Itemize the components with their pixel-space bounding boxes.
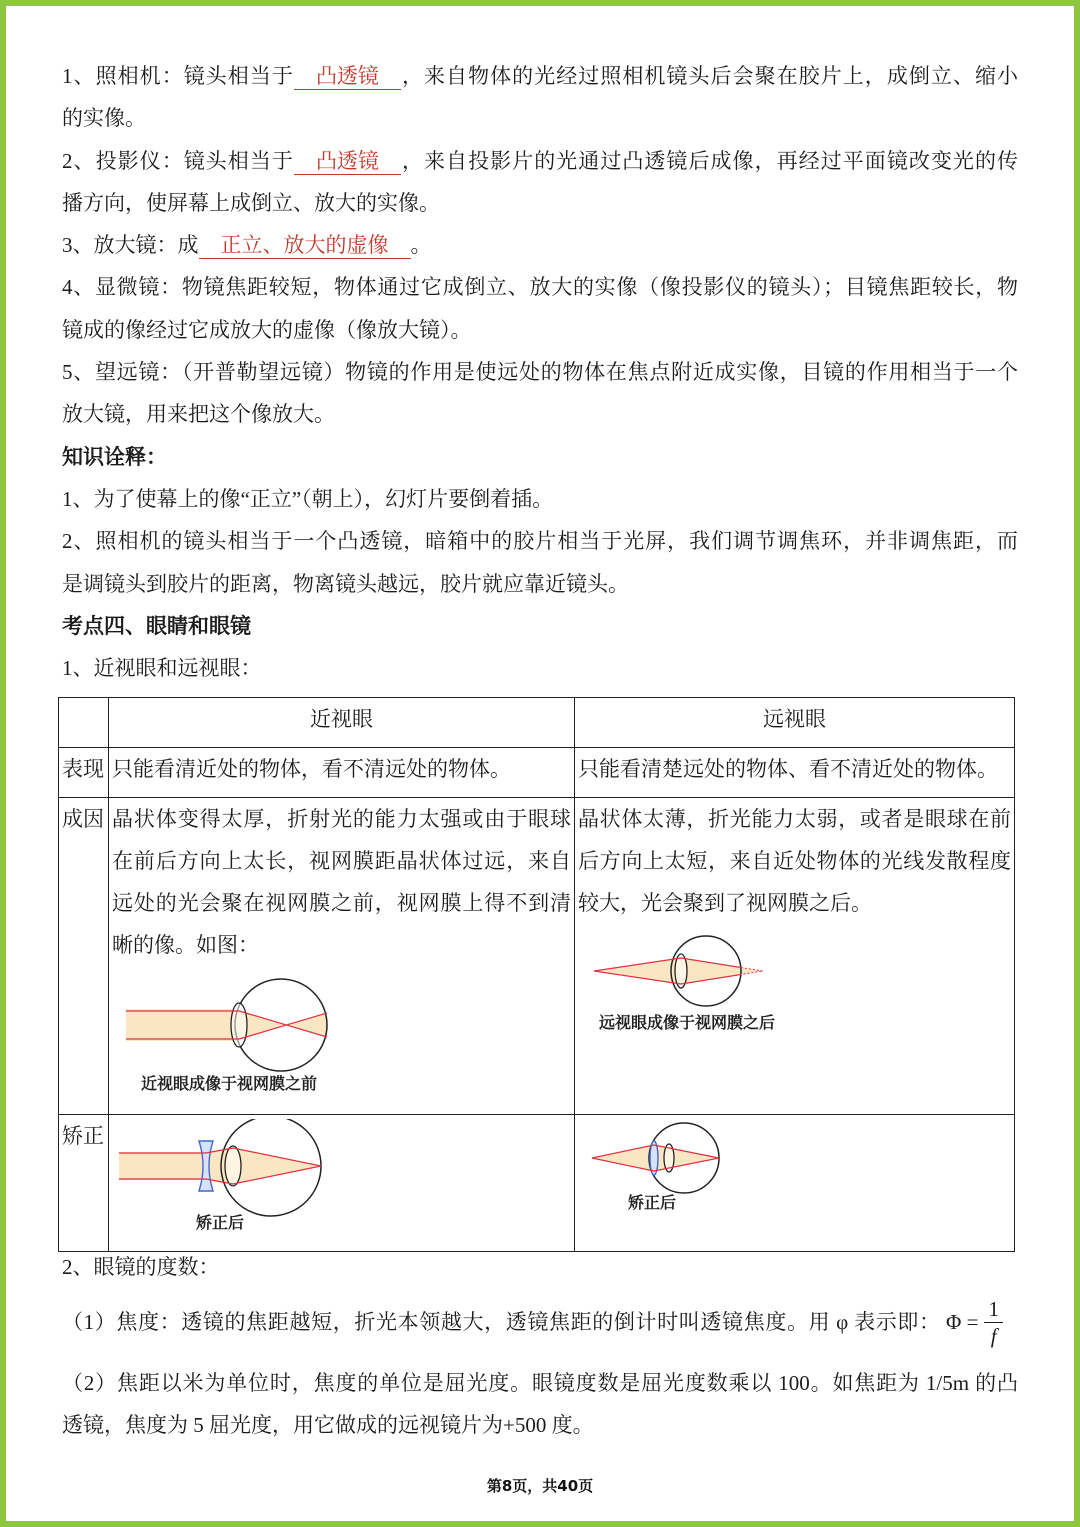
power-definition xyxy=(62,1296,1018,1348)
optics-section xyxy=(62,55,1018,689)
light-beam xyxy=(126,1009,327,1041)
projector-answer: 凸透镜 xyxy=(294,148,401,175)
table-row-symptom xyxy=(59,748,1015,798)
myopia-correction-caption: 矫正后 xyxy=(196,1213,245,1232)
hyperopia-diagram xyxy=(591,931,806,1034)
camera-answer: 凸透镜 xyxy=(294,63,401,90)
cause-hyperopia-line: 后方向上太短，来自近处物体的光线发散程度 xyxy=(578,849,1011,873)
cause-myopia-line: 晰的像。如图： xyxy=(112,933,259,957)
power-definition-line xyxy=(62,1296,1018,1348)
diopter-unit-line-2: 透镜，焦度为 5 屈光度，用它做成的远视镜片为+500 度。 xyxy=(62,1413,594,1437)
cause-hyperopia-cell xyxy=(575,798,1015,1115)
hyperopia-correction-caption: 矫正后 xyxy=(628,1193,677,1212)
page-number-footer: 第8页，共40页 xyxy=(486,1477,594,1495)
formula-fraction xyxy=(984,1296,1003,1349)
table-header-row xyxy=(59,698,1015,748)
eyes-subheading: 1、近视眼和远视眼： xyxy=(62,656,262,681)
header-corner-cell xyxy=(59,698,109,748)
projector-prefix: 2、投影仪：镜头相当于 xyxy=(62,148,294,173)
explanation-point-1: 1、为了使幕上的像“正立”（朝上），幻灯片要倒着插。 xyxy=(62,486,554,511)
formula-denominator: f xyxy=(990,1323,997,1348)
telescope-line-2: 放大镜，用来把这个像放大。 xyxy=(62,402,335,427)
formula-numerator: 1 xyxy=(984,1296,1003,1323)
cause-hyperopia-line: 晶状体太薄，折光能力太弱，或者是眼球在前 xyxy=(578,807,1011,831)
explanation-point-2-line-1: 2、照相机的镜头相当于一个凸透镜，暗箱中的胶片相当于光屏，我们调节调焦环，并非调焦距，而 xyxy=(62,529,1018,554)
formula-lhs: Φ = xyxy=(946,1310,979,1334)
microscope-line-2: 镜成的像经过它成放大的虚像（像放大镜）。 xyxy=(62,317,472,342)
row-label-correction: 矫正 xyxy=(59,1115,109,1252)
crystalline-lens xyxy=(231,1003,247,1047)
power-formula xyxy=(946,1296,1003,1349)
myopia-correction-diagram xyxy=(116,1119,336,1234)
glasses-power-subheading: 2、眼镜的度数： xyxy=(62,1255,220,1279)
header-myopia: 近视眼 xyxy=(109,698,575,748)
microscope-line-1: 4、显微镜：物镜焦距较短，物体通过它成倒立、放大的实像（像投影仪的镜头）；目镜焦距较长，物 xyxy=(62,275,1018,300)
projector-line-1 xyxy=(62,140,1018,182)
camera-line-1 xyxy=(62,55,1018,97)
projector-line-2: 播方向，使屏幕上成倒立、放大的实像。 xyxy=(62,190,440,215)
magnifier-answer: 正立、放大的虚像 xyxy=(199,232,411,259)
diopter-unit-line-1: （2）焦距以米为单位时，焦度的单位是屈光度。眼镜度数是屈光度数乘以 100。如焦距为 1/5m 的凸 xyxy=(62,1371,1018,1395)
row-label-cause: 成因 xyxy=(59,798,109,1115)
myopia-caption: 近视眼成像于视网膜之前 xyxy=(141,1074,318,1093)
cause-hyperopia-line: 较大，光会聚到了视网膜之后。 xyxy=(578,891,872,915)
correction-hyperopia-cell xyxy=(575,1115,1015,1252)
crystalline-lens xyxy=(225,1146,241,1186)
hyperopia-correction-diagram xyxy=(589,1121,734,1216)
glasses-power-section xyxy=(62,1246,1018,1288)
camera-prefix: 1、照相机：镜头相当于 xyxy=(62,64,294,88)
eye-comparison-table xyxy=(58,697,1015,1252)
projector-line1-rest: ，来自投影片的光通过凸透镜后成像，再经过平面镜改变光的传 xyxy=(400,148,1019,173)
table-row-cause xyxy=(59,798,1015,1115)
explanation-heading: 知识诠释： xyxy=(62,444,167,469)
magnifier-line xyxy=(62,224,1018,266)
camera-line1-rest: ，来自物体的光经过照相机镜头后会聚在胶片上，成倒立、缩小 xyxy=(400,64,1019,88)
magnifier-rest: 。 xyxy=(410,233,432,258)
cause-myopia-cell xyxy=(109,798,575,1115)
diopter-unit xyxy=(62,1362,1018,1446)
row-label-symptom: 表现 xyxy=(59,748,109,798)
telescope-line-1: 5、望远镜：（开普勒望远镜）物镜的作用是使远处的物体在焦点附近成实像，目镜的作用相当于一个 xyxy=(62,360,1018,385)
symptom-myopia: 只能看清近处的物体，看不清远处的物体。 xyxy=(109,748,575,798)
cause-myopia-line: 远处的光会聚在视网膜之前，视网膜上得不到清 xyxy=(112,891,571,915)
symptom-hyperopia: 只能看清楚远处的物体、看不清近处的物体。 xyxy=(575,748,1015,798)
hyperopia-caption: 远视眼成像于视网膜之后 xyxy=(599,1013,776,1032)
power-definition-text: （1）焦度：透镜的焦距越短，折光本领越大，透镜焦距的倒计时叫透镜焦度。用 φ 表示即： xyxy=(62,1310,940,1334)
correction-myopia-cell xyxy=(109,1115,575,1252)
header-hyperopia: 远视眼 xyxy=(575,698,1015,748)
cause-myopia-line: 在前后方向上太长，视网膜距晶状体过远，来自 xyxy=(112,849,571,873)
camera-line-2: 的实像。 xyxy=(62,106,146,131)
table-row-correction xyxy=(59,1115,1015,1252)
eyes-heading: 考点四、眼睛和眼镜 xyxy=(62,613,251,638)
myopia-diagram xyxy=(121,973,353,1098)
magnifier-prefix: 3、放大镜：成 xyxy=(62,233,199,258)
explanation-point-2-line-2: 是调镜头到胶片的距离，物离镜头越远，胶片就应靠近镜头。 xyxy=(62,571,629,596)
cause-myopia-line: 晶状体变得太厚，折射光的能力太强或由于眼球 xyxy=(112,807,571,831)
